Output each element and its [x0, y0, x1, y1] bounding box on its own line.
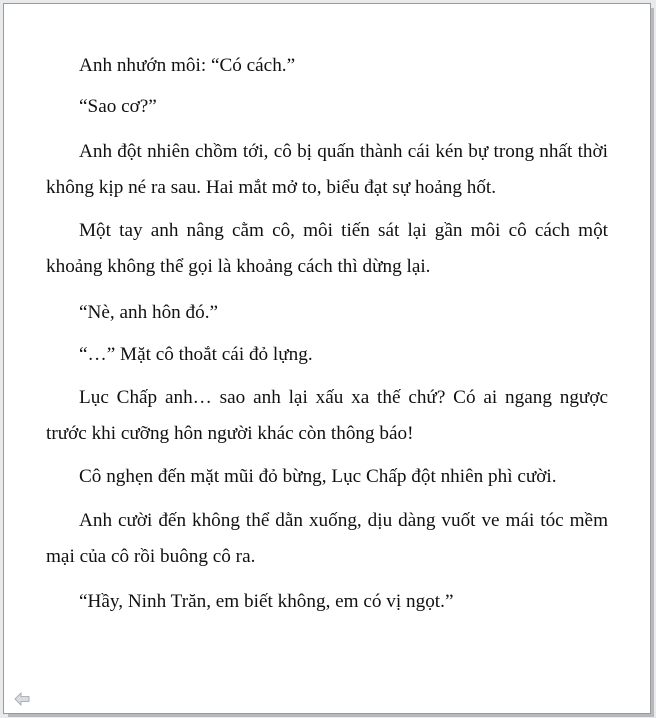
left-arrow-icon[interactable]: [14, 692, 30, 706]
paragraph-9: Anh cười đến không thể dằn xuống, dịu dàng vuốt ve mái tóc mềm mại của cô rồi buông cô ra.: [46, 510, 608, 567]
page-shadow-bottom: [8, 714, 654, 717]
paragraph-7: Lục Chấp anh… sao anh lại xấu xa thế chứ? Có ai ngang ngược trước khi cưỡng hôn người khác còn thông báo!: [46, 387, 608, 444]
paragraph-2: “Sao cơ?”: [79, 96, 157, 117]
paragraph-4: Một tay anh nâng cằm cô, môi tiến sát lại gần môi cô cách một khoảng không thể gọi là khoảng cách thì dừng lại.: [46, 220, 608, 277]
paragraph-1: Anh nhướn môi: “Có cách.”: [79, 55, 296, 76]
paragraph-8: Cô nghẹn đến mặt mũi đỏ bừng, Lục Chấp đột nhiên phì cười.: [79, 466, 557, 487]
paragraph-5: “Nè, anh hôn đó.”: [79, 302, 219, 323]
paragraph-3: Anh đột nhiên chồm tới, cô bị quấn thành cái kén bự trong nhất thời không kịp né ra sau. Hai mắt mở to, biểu đạt sự hoảng hốt.: [46, 141, 608, 198]
paragraph-10: “Hầy, Ninh Trăn, em biết không, em có vị ngọt.”: [79, 591, 454, 612]
page-shadow-right: [651, 8, 654, 716]
paragraph-6: “…” Mặt cô thoắt cái đỏ lựng.: [79, 344, 313, 365]
